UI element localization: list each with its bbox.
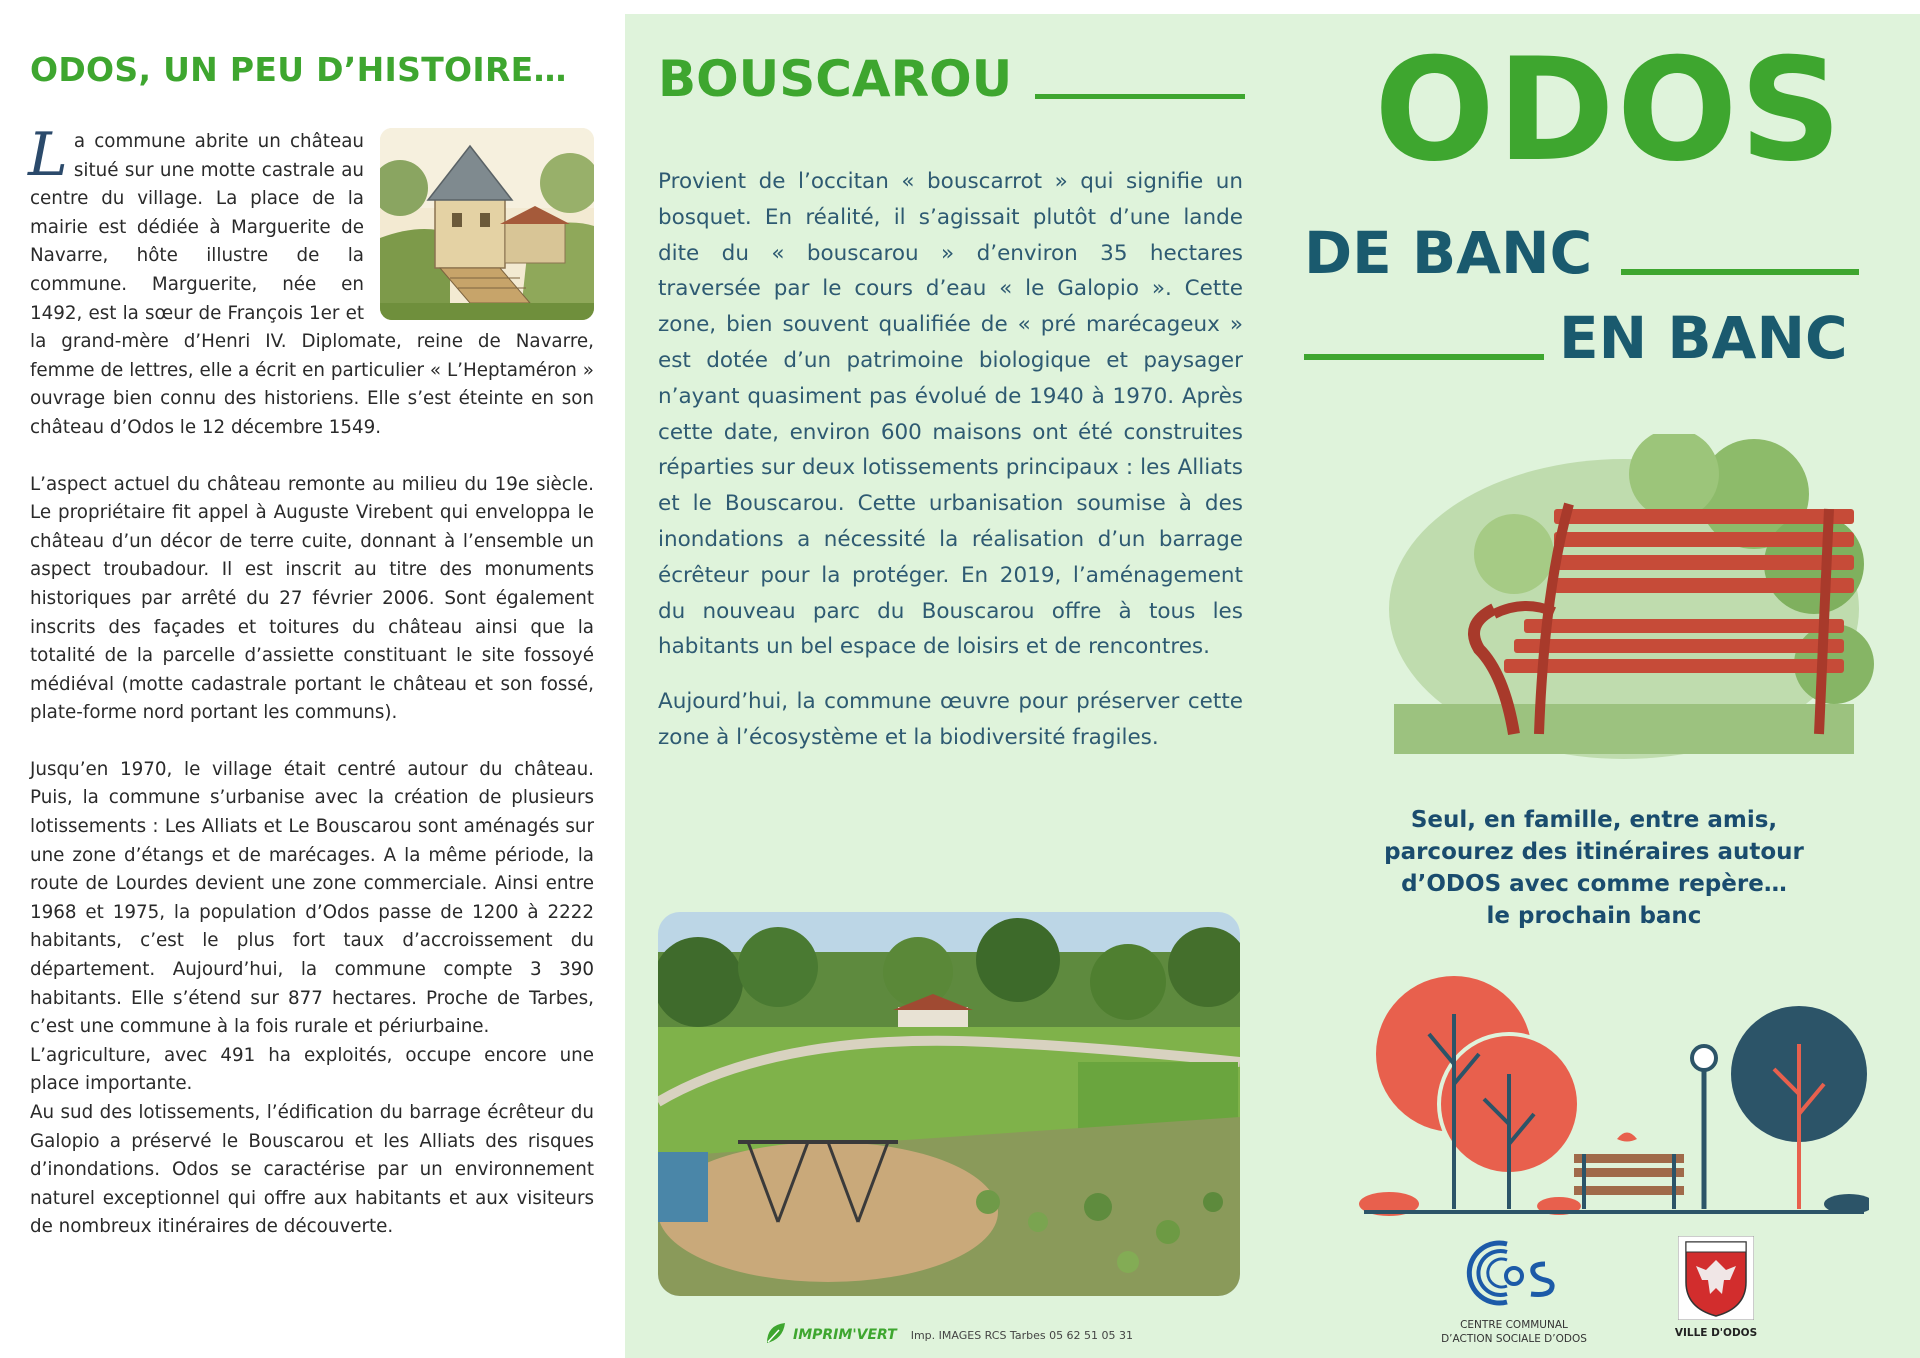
ccas-logo-block [1424,1236,1604,1346]
ccas-label-line-1: CENTRE COMMUNAL [1460,1319,1568,1331]
bouscarou-paragraph-2: Aujourd’hui, la commune œuvre pour préserver cette zone à l’écosystème et la biodiversité fragiles. [658,689,1243,750]
leaf-icon [765,1321,787,1349]
bouscarou-title: BOUSCAROU [658,50,1013,108]
title-underline [1035,94,1245,99]
cover-panel [1274,14,1920,1358]
odos-coat-of-arms [1670,1236,1762,1324]
subtitle-en-banc: EN BANC [1559,304,1848,372]
history-paragraph-3: Jusqu’en 1970, le village était centré autour du château. Puis, la commune s’urbanise avec la création de plusieurs lotissements : Les Alliats et Le Bouscarou sont aménagés sur une zone d’étangs et de marécages. A la même période, la route de Lourdes devient une zone commerciale. Ainsi entre 1968 et 1975, la population d’Odos passe de 1200 à 2222 habitants, c’est le plus fort taux d’accroissement du département. Aujourd’hui, la commune compte 3 390 habitants. Elle s’étend sur 877 hectares. Proche de Tarbes, c’est une commune à la fois rurale et périurbaine. [30,758,594,1038]
imprim-vert-footer [765,1321,1133,1349]
trees-bench-illustration [1359,954,1869,1244]
bench-illustration [1374,434,1874,774]
subtitle-de-banc: DE BANC [1304,219,1593,287]
tagline-line-2: parcourez des itinéraires autour [1384,839,1804,865]
history-text [28,120,594,1242]
ccas-logo [1424,1236,1604,1314]
tagline [1334,804,1854,932]
tagline-line-4: le prochain banc [1486,903,1702,929]
printer-info: Imp. IMAGES RCS Tarbes 05 62 51 05 31 [910,1328,1134,1342]
bouscarou-paragraph-1: Provient de l’occitan « bouscarrot » qui signifie un bosquet. En réalité, il s’agissait plutôt d’une lande dite du « bouscarou » d’environ 35 hectares traversée par le cours d’eau « le Galopio ». Cette zone, bien souvent qualifiée de « pré marécageux » est dotée d’un patrimoine biologique et paysager n’ayant quasiment pas évolué de 1940 à 1970. Après cette date, environ 600 maisons ont été construites réparties sur deux lotissements principaux : les Alliats et le Bouscarou. Cette urbanisation soumise à des inondations a nécessité la réalisation d’un barrage écrêteur pour la protéger. En 2019, l’aménagement du nouveau parc du Bouscarou offre à tous les habitants un bel espace de loisirs et de rencontres. [658,169,1243,660]
subtitle-line-right [1621,269,1859,275]
history-title: ODOS, UN PEU D’HISTOIRE… [30,50,567,89]
history-paragraph-5: Au sud des lotissements, l’édification du barrage écrêteur du Galopio a préservé le Bouscarou et les Alliats des risques d’inondations. Odos se caractérise par un environnement naturel exceptionnel qui offre aux habitants et aux visiteurs de nombreux itinéraires de découverte. [30,1102,594,1238]
park-photo [658,912,1240,1296]
bouscarou-text [658,164,1243,775]
dropcap-letter: L [28,120,68,190]
ville-label: VILLE D'ODOS [1674,1327,1758,1339]
imprim-vert-label: IMPRIM'VERT [793,1327,897,1343]
tagline-line-3: d’ODOS avec comme repère… [1401,871,1787,897]
history-panel [0,0,625,1358]
odos-title: ODOS [1374,28,1844,193]
ccas-label-line-2: D’ACTION SOCIALE D’ODOS [1441,1333,1587,1345]
subtitle-line-left [1304,354,1544,360]
history-paragraph-4: L’agriculture, avec 491 ha exploités, occupe encore une place importante. [30,1044,594,1095]
tagline-line-1: Seul, en famille, entre amis, [1410,807,1778,833]
castle-illustration [380,128,594,320]
ccas-label [1424,1318,1604,1346]
history-paragraph-1: a commune abrite un château situé sur une motte castrale au centre du village. La place de la mairie est dédiée à Marguerite de Navarre, hôte illustre de la commune. Marguerite, née en 1492, est la sœur de François 1er et la grand-mère d’Henri IV. Diplomate, reine de Navarre, femme de lettres, elle a écrit en particulier « L’Heptaméron » ouvrage bien connu des historiens. Elle s’est éteinte en son château d’Odos le 12 décembre 1549. [30,131,594,438]
bouscarou-panel [625,14,1274,1358]
ville-block [1670,1236,1762,1339]
history-paragraph-2: L’aspect actuel du château remonte au milieu du 19e siècle. Le propriétaire fit appel à Auguste Virebent qui enveloppa le château d’un décor de terre cuite, donnant à l’ensemble un aspect troubadour. Il est inscrit au titre des monuments historiques par arrêté du 27 février 2006. Sont également inscrits des façades et toitures du château ainsi que la totalité de la parcelle d’assiette constituant le site fossoyé médiéval (motte cadastrale portant le château et son fossé, plate-forme nord portant les communs). [30,473,594,724]
